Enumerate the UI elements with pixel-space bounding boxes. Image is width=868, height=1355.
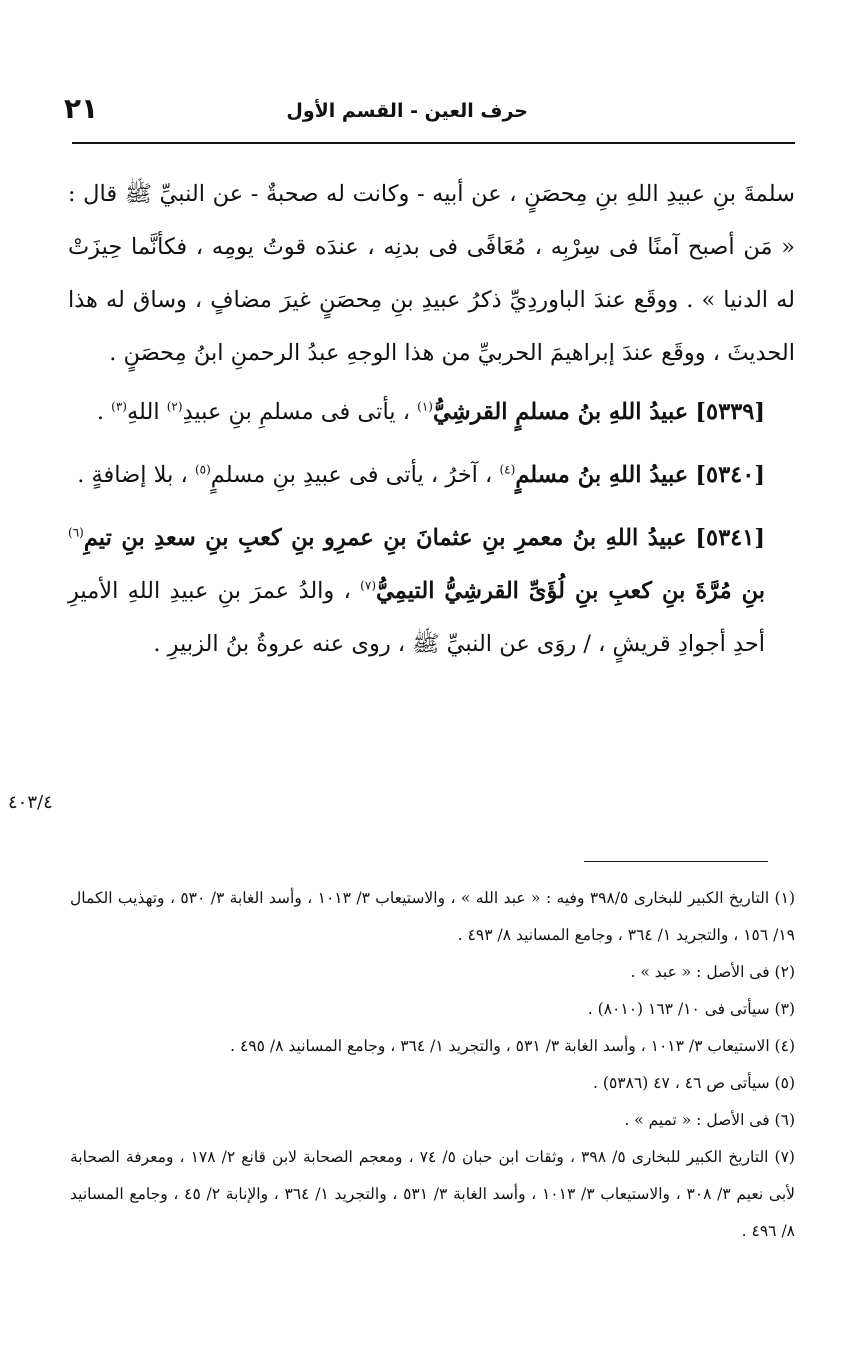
entry-5340	[68, 449, 795, 502]
entry-5339	[68, 386, 795, 439]
page-number: ٢١	[64, 92, 99, 125]
entry-name: عبيدُ اللهِ بنُ مسلمٍ	[515, 462, 689, 488]
footnote: (٢) فى الأصل : « عبد » .	[630, 963, 795, 981]
entry-text: ، آخرُ ، يأتى فى عبيدِ بنِ مسلمٍ	[210, 462, 493, 488]
entry-number: [٥٣٤٠]	[695, 462, 765, 488]
entry-text: .	[96, 399, 104, 425]
footnote-ref: (٤)	[499, 462, 516, 477]
footnote: (٤) الاستيعاب ٣/ ١٠١٣ ، وأسد الغابة ٣/ ٥٣١ ، والتجريد ١/ ٣٦٤ ، وجامع المسانيد ٨/ ٤٩٥ .	[230, 1037, 795, 1055]
footnote: (٦) فى الأصل : « تميم » .	[624, 1111, 795, 1129]
footnote-ref: (٥)	[194, 462, 211, 477]
entry-text: ، والدُ عمرَ بنِ عبيدِ اللهِ الأميرِ أحدِ أجوادِ قريشٍ ، / روَى عن النبيِّ ﷺ ، روى عنه عروةُ بنُ الزبيرِ .	[68, 578, 765, 657]
running-title: حرف العين - القسم الأول	[286, 100, 528, 122]
entry-text: ، بلا إضافةٍ .	[77, 462, 188, 488]
entry-text: ، يأتى فى مسلمِ بنِ عبيدِ	[182, 399, 410, 425]
footnote-ref: (٧)	[360, 578, 376, 593]
footnote: (٣) سيأتى فى ١٠/ ١٦٣ (٨٠١٠) .	[587, 1000, 795, 1018]
entry-text: اللهِ	[126, 399, 160, 425]
entry-number: [٥٣٤١]	[695, 525, 766, 551]
margin-reference: ٤٠٣/٤	[8, 792, 53, 813]
entry-number: [٥٣٣٩]	[695, 399, 765, 425]
main-text	[68, 168, 795, 671]
continuation-paragraph: سلمةَ بنِ عبيدِ اللهِ بنِ مِحصَنٍ ، عن أبيه - وكانت له صحبةٌ - عن النبيِّ ﷺ قال : « مَن أصبح آمنًا فى سِرْبِه ، مُعَافًى فى بدنِه ، عندَه قوتُ يومِه ، فكأنَّما حِيزَتْ له الدنيا » . ووقَع عندَ الباوردِيِّ ذكرُ عبيدِ بنِ مِحصَنٍ غيرَ مضافٍ ، وساق له هذا الحديثَ ، ووقَع عندَ إبراهيمَ الحربيِّ من هذا الوجهِ عبدُ الرحمنِ ابنُ مِحصَنٍ .	[68, 181, 795, 366]
entry-5341	[68, 512, 795, 671]
footnote: (١) التاريخ الكبير للبخارى ٣٩٨/٥ وفيه : « عبد الله » ، والاستيعاب ٣/ ١٠١٣ ، وأسد الغابة ٣/ ٥٣٠ ، وتهذيب الكمال ١٩/ ١٥٦ ، والتجريد ١/ ٣٦٤ ، وجامع المسانيد ٨/ ٤٩٣ .	[70, 889, 795, 944]
footnote-ref: (٣)	[111, 399, 127, 414]
footnote-rule	[584, 861, 768, 862]
footnote-ref: (١)	[417, 399, 433, 414]
footnote-ref: (٢)	[166, 399, 183, 414]
footnote-ref: (٦)	[68, 525, 84, 540]
footnote: (٧) التاريخ الكبير للبخارى ٥/ ٣٩٨ ، وثقات ابن حبان ٥/ ٧٤ ، ومعجم الصحابة لابن قانع ٢/ ١٧٨ ، ومعرفة الصحابة لأبى نعيم ٣/ ٣٠٨ ، والاستيعاب ٣/ ١٠١٣ ، وأسد الغابة ٣/ ٥٣١ ، والتجريد ١/ ٣٦٤ ، والإنابة ٢/ ٤٥ ، وجامع المسانيد ٨/ ٤٩٦ .	[70, 1148, 795, 1240]
footnote: (٥) سيأتى ص ٤٦ ، ٤٧ (٥٣٨٦) .	[593, 1074, 795, 1092]
entry-name: عبيدُ اللهِ بنُ مسلمٍ القرشِيُّ	[432, 399, 689, 425]
header-rule	[72, 142, 795, 144]
footnotes	[70, 880, 795, 1250]
entry-name: عبيدُ اللهِ بنُ معمرِ بنِ عثمانَ بنِ عمرِو بنِ كعبِ بنِ سعدِ بنِ تيمِ	[83, 525, 687, 551]
entry-name: بنِ مُرَّةَ بنِ كعبِ بنِ لُؤَىِّ القرشِيُّ التيمِيُّ	[376, 578, 766, 604]
